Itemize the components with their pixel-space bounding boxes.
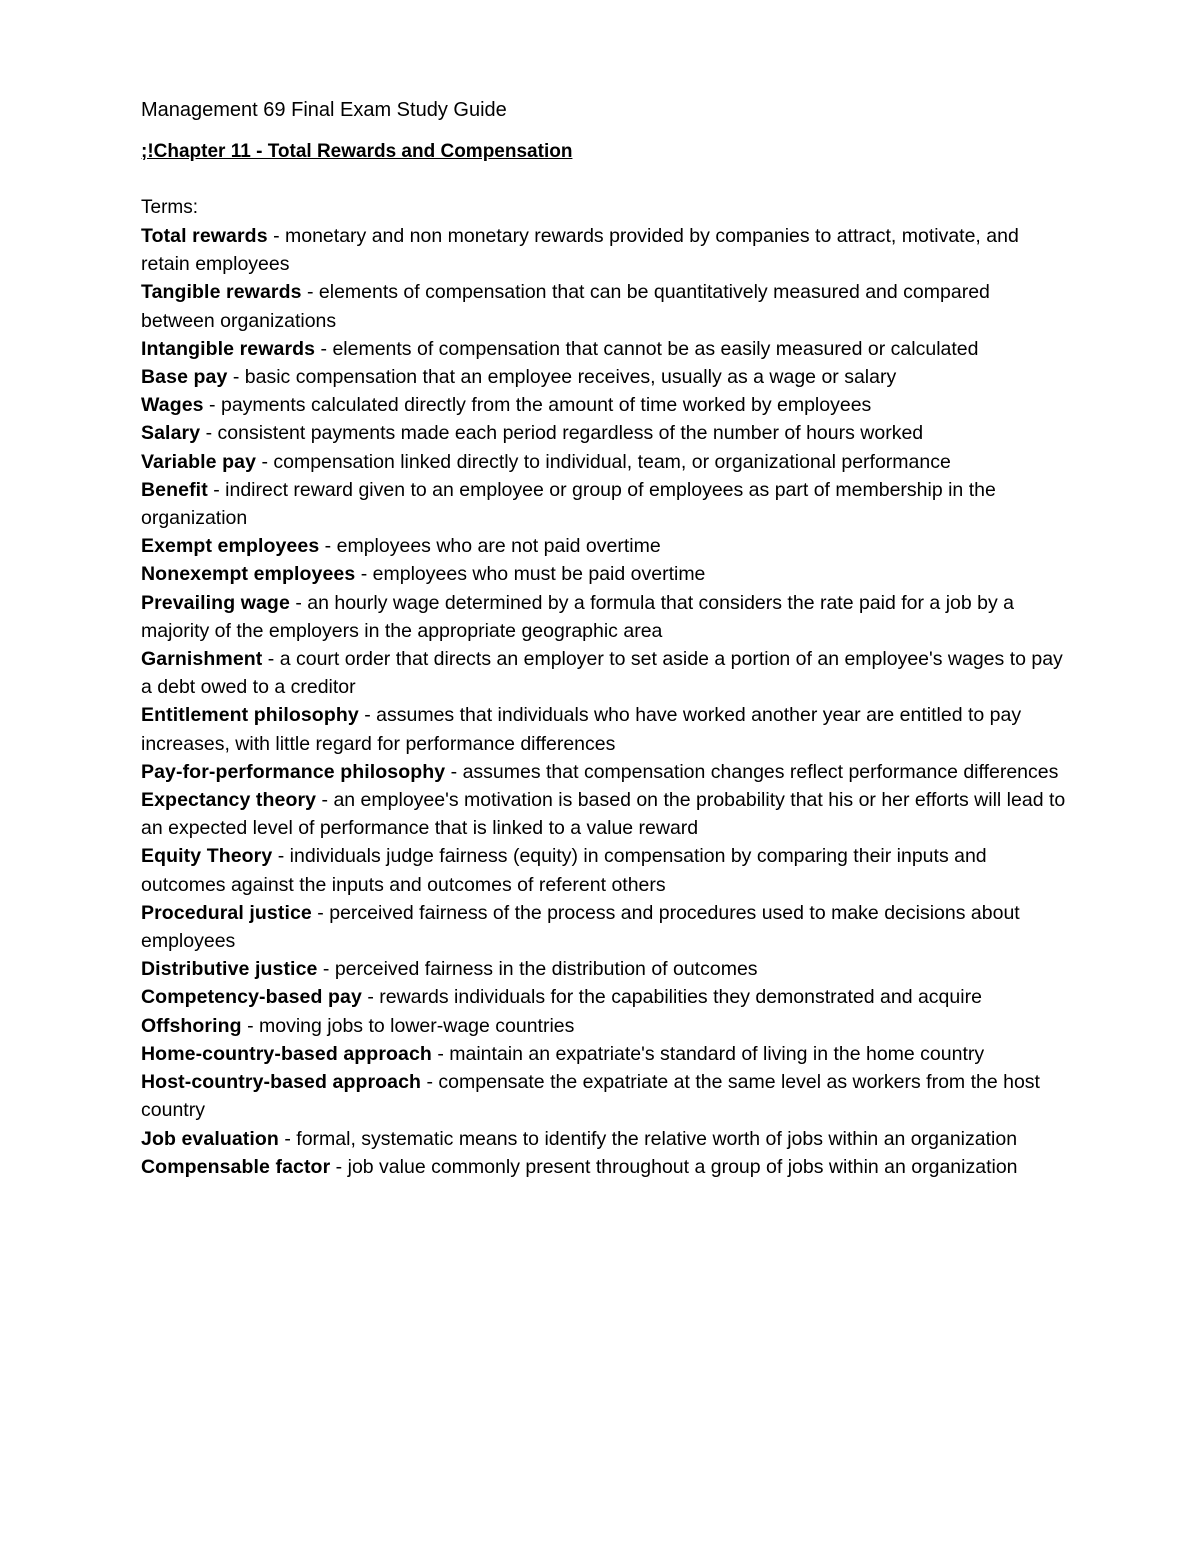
term-name: Job evaluation <box>141 1127 279 1150</box>
term-entry <box>141 476 1066 532</box>
term-separator: - <box>315 337 333 360</box>
term-definition: moving jobs to lower-wage countries <box>259 1014 575 1037</box>
term-definition: compensate the expatriate at the same level as workers from the host country <box>141 1071 1040 1122</box>
term-definition: basic compensation that an employee receives, usually as a wage or salary <box>244 366 897 389</box>
term-separator: - <box>301 281 319 304</box>
term-separator: - <box>289 591 308 614</box>
term-entry <box>141 645 1066 701</box>
term-name: Base pay <box>141 366 228 389</box>
term-definition: indirect reward given to an employee or group of employees as part of membership in the organization <box>141 478 996 530</box>
term-name: Total rewards <box>141 225 268 247</box>
term-separator: - <box>316 789 334 812</box>
term-name: Salary <box>141 422 201 445</box>
term-entry <box>141 419 1066 447</box>
term-name: Equity Theory <box>141 845 273 868</box>
term-definition: perceived fairness in the distribution of outcomes <box>334 958 758 981</box>
term-entry <box>141 589 1066 645</box>
term-name: Host-country-based approach <box>141 1071 422 1094</box>
term-list <box>141 222 1066 1181</box>
term-definition: job value commonly present throughout a group of jobs within an organization <box>347 1155 1018 1178</box>
chapter-heading: ;!Chapter 11 - Total Rewards and Compensation <box>141 141 573 162</box>
term-definition: consistent payments made each period regardless of the number of hours worked <box>217 422 924 445</box>
term-name: Pay-for-performance philosophy <box>141 760 446 783</box>
term-entry <box>141 842 1066 898</box>
term-definition: employees who are not paid overtime <box>336 535 661 558</box>
term-entry <box>141 278 1066 334</box>
term-entry <box>141 1153 1066 1181</box>
document-page <box>141 96 1066 1181</box>
term-definition: compensation linked directly to individual, team, or organizational performance <box>273 450 951 473</box>
term-entry <box>141 786 1066 842</box>
term-entry <box>141 532 1066 560</box>
term-separator: - <box>241 1014 259 1037</box>
term-entry <box>141 701 1066 757</box>
term-entry <box>141 955 1066 983</box>
term-entry <box>141 222 1066 278</box>
term-separator: - <box>207 478 226 501</box>
term-definition: payments calculated directly from the amount of time worked by employees <box>220 394 872 417</box>
term-entry <box>141 758 1066 786</box>
term-definition: elements of compensation that cannot be as easily measured or calculated <box>332 337 979 360</box>
term-separator: - <box>200 422 218 445</box>
term-definition: a court order that directs an employer to set aside a portion of an employee's wages to pay a debt owed to a creditor <box>141 648 1063 699</box>
term-separator: - <box>227 366 245 389</box>
term-entry <box>141 448 1066 476</box>
term-definition: maintain an expatriate's standard of living in the home country <box>449 1042 985 1065</box>
term-name: Wages <box>141 394 204 417</box>
term-definition: perceived fairness of the process and procedures used to make decisions about employees <box>141 901 1020 953</box>
term-definition: elements of compensation that can be quantitatively measured and compared between organizations <box>141 281 990 332</box>
term-definition: individuals judge fairness (equity) in compensation by comparing their inputs and outcomes against the inputs and outcomes of referent others <box>141 845 987 896</box>
term-separator: - <box>431 1042 450 1065</box>
term-separator: - <box>330 1155 348 1178</box>
term-name: Variable pay <box>141 450 257 473</box>
term-name: Exempt employees <box>141 535 320 558</box>
term-separator: - <box>256 450 274 473</box>
term-definition: rewards individuals for the capabilities they demonstrated and acquire <box>379 986 982 1009</box>
term-entry <box>141 899 1066 955</box>
term-definition: an employee's motivation is based on the probability that his or her efforts will lead to an expected level of performance that is linked to a value reward <box>141 789 1066 840</box>
term-name: Benefit <box>141 478 208 501</box>
term-entry <box>141 391 1066 419</box>
term-entry <box>141 560 1066 588</box>
term-name: Garnishment <box>141 648 263 671</box>
term-name: Intangible rewards <box>141 337 316 360</box>
term-separator: - <box>355 563 373 586</box>
document-title: Management 69 Final Exam Study Guide <box>141 99 507 121</box>
term-name: Procedural justice <box>141 901 312 924</box>
term-entry <box>141 983 1066 1011</box>
term-separator: - <box>203 394 221 417</box>
term-separator: - <box>267 225 285 247</box>
term-name: Nonexempt employees <box>141 563 356 586</box>
term-definition: assumes that individuals who have worked another year are entitled to pay increases, with little regard for performance differences <box>141 704 1022 755</box>
terms-label: Terms: <box>141 197 198 218</box>
term-name: Prevailing wage <box>141 591 290 614</box>
term-name: Competency-based pay <box>141 986 362 1009</box>
term-name: Home-country-based approach <box>141 1042 432 1065</box>
term-definition: monetary and non monetary rewards provided by companies to attract, motivate, and retain employees <box>141 225 1019 276</box>
term-separator: - <box>421 1071 439 1094</box>
term-definition: formal, systematic means to identify the relative worth of jobs within an organization <box>296 1127 1018 1150</box>
term-name: Offshoring <box>141 1014 242 1037</box>
term-separator: - <box>445 760 463 783</box>
term-separator: - <box>319 535 337 558</box>
term-name: Compensable factor <box>141 1155 331 1178</box>
term-entry <box>141 1040 1066 1068</box>
term-separator: - <box>311 901 330 924</box>
term-entry <box>141 1068 1066 1124</box>
term-separator: - <box>361 986 380 1009</box>
term-name: Tangible rewards <box>141 281 302 304</box>
term-name: Entitlement philosophy <box>141 704 359 727</box>
term-name: Distributive justice <box>141 958 318 981</box>
term-separator: - <box>262 648 280 671</box>
term-separator: - <box>278 1127 297 1150</box>
term-name: Expectancy theory <box>141 789 317 812</box>
term-definition: employees who must be paid overtime <box>372 563 706 586</box>
term-entry <box>141 1012 1066 1040</box>
term-separator: - <box>317 958 335 981</box>
term-definition: an hourly wage determined by a formula that considers the rate paid for a job by a majority of the employers in the appropriate geographic area <box>141 591 1014 642</box>
term-definition: assumes that compensation changes reflect performance differences <box>462 760 1059 783</box>
term-entry <box>141 363 1066 391</box>
term-separator: - <box>358 704 377 727</box>
term-entry <box>141 1125 1066 1153</box>
term-entry <box>141 335 1066 363</box>
term-separator: - <box>272 845 290 868</box>
